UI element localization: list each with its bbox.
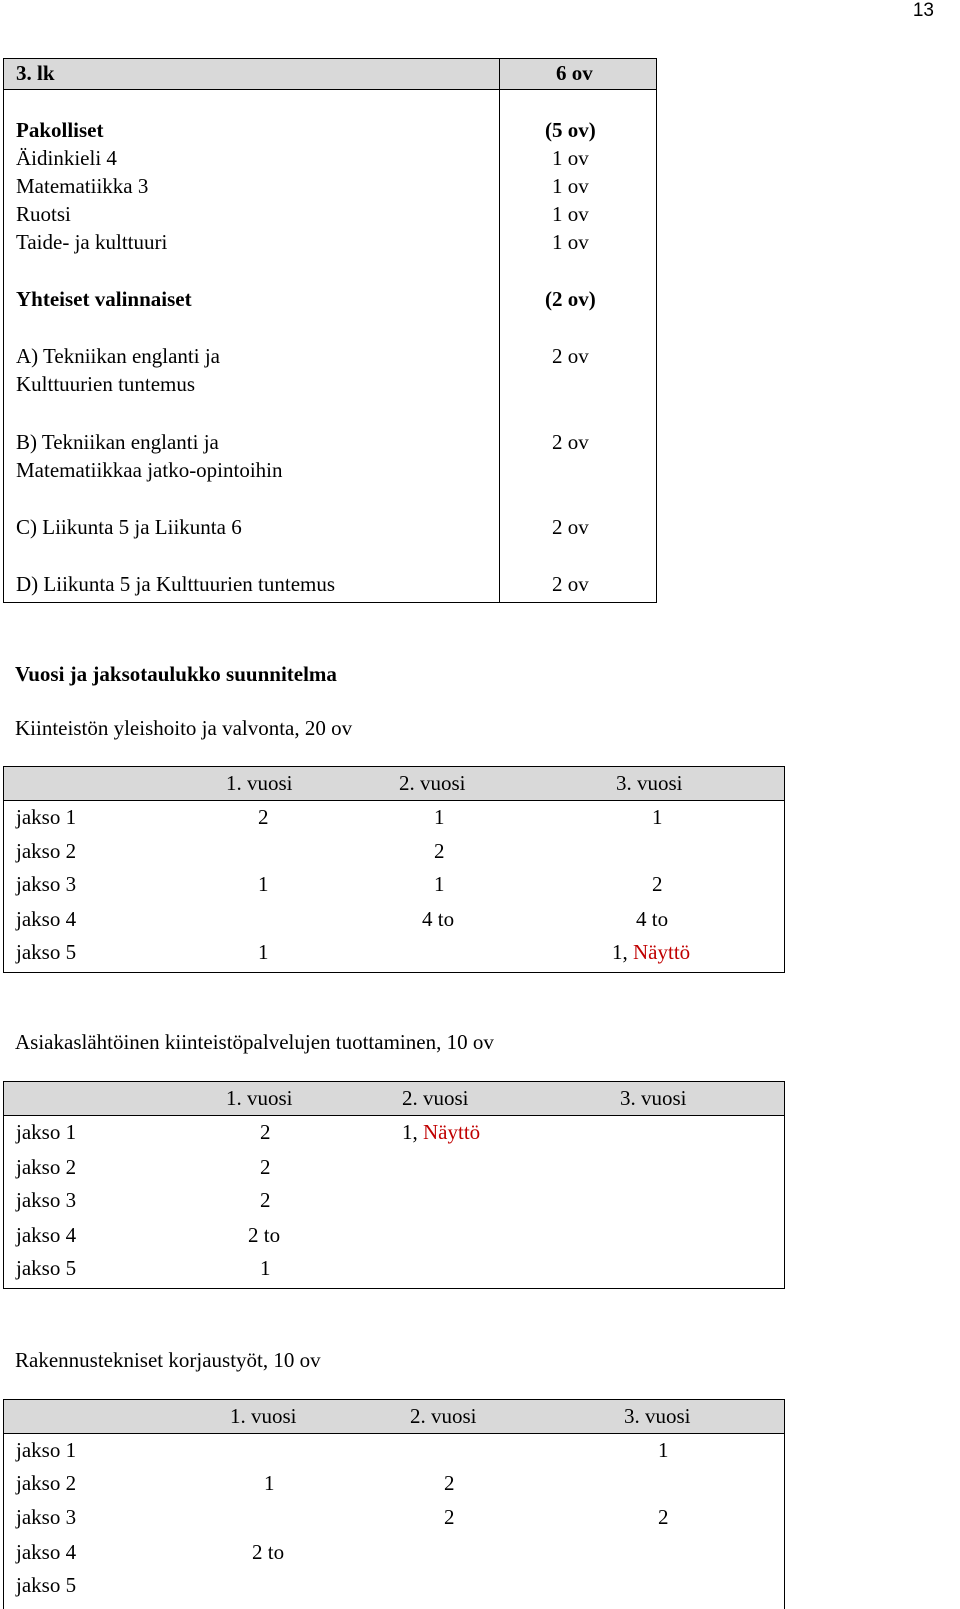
cell-y1: 1 <box>258 872 269 896</box>
row-label: jakso 3 <box>16 1505 77 1529</box>
header-year-2: 2. vuosi <box>410 1404 477 1428</box>
plan-title: Vuosi ja jaksotaulukko suunnitelma <box>15 662 337 686</box>
cell-y1: 1 <box>260 1256 271 1280</box>
demonstration-label: Näyttö <box>633 940 691 964</box>
column-divider <box>499 59 500 602</box>
cell-y1: 2 to <box>248 1223 281 1247</box>
cell-y2: 2 <box>434 839 445 863</box>
cell-y3 <box>612 936 690 969</box>
cell-y2: 4 to <box>422 907 455 931</box>
row-label: Ruotsi <box>16 202 71 226</box>
row-label: jakso 5 <box>16 940 77 964</box>
grade-label: 3. lk <box>16 61 55 85</box>
cell-y3: 2 <box>658 1505 669 1529</box>
row-value: 1 ov <box>552 174 589 198</box>
cell-y3: 4 to <box>636 907 669 931</box>
row-label: A) Tekniikan englanti ja <box>16 344 221 368</box>
cell-y2: 1 <box>434 872 445 896</box>
page-number: 13 <box>912 0 934 21</box>
cell-y3: 1 <box>658 1438 669 1462</box>
row-label: jakso 1 <box>16 1120 77 1144</box>
row-label: Äidinkieli 4 <box>16 146 117 170</box>
demonstration-label: Näyttö <box>423 1120 481 1144</box>
cell-y1: 2 <box>258 805 269 829</box>
cell-value: 1, <box>612 940 633 964</box>
row-label: jakso 1 <box>16 1438 77 1462</box>
cell-y1: 2 <box>260 1155 271 1179</box>
header-year-1: 1. vuosi <box>226 1086 293 1110</box>
row-label: C) Liikunta 5 ja Liikunta 6 <box>16 515 242 539</box>
header-year-1: 1. vuosi <box>230 1404 297 1428</box>
row-label: Matematiikka 3 <box>16 174 149 198</box>
schedule-table <box>3 766 785 973</box>
header-year-1: 1. vuosi <box>226 771 293 795</box>
cell-y3: 2 <box>652 872 663 896</box>
row-label: jakso 3 <box>16 872 77 896</box>
cell-y2: 2 <box>444 1505 455 1529</box>
row-label: Pakolliset <box>16 118 104 142</box>
cell-y1: 2 to <box>252 1540 285 1564</box>
row-value: 2 ov <box>552 572 589 596</box>
table-title: Kiinteistön yleishoito ja valvonta, 20 ov <box>15 716 353 740</box>
header-year-2: 2. vuosi <box>402 1086 469 1110</box>
total-credits: 6 ov <box>556 61 593 85</box>
row-value: 2 ov <box>552 430 589 454</box>
row-label: jakso 2 <box>16 1155 77 1179</box>
row-value: (5 ov) <box>545 118 596 142</box>
cell-y2: 1 <box>434 805 445 829</box>
row-label: jakso 2 <box>16 1471 77 1495</box>
header-year-3: 3. vuosi <box>620 1086 687 1110</box>
row-label: jakso 4 <box>16 1540 77 1564</box>
row-value: (2 ov) <box>545 287 596 311</box>
row-value: 2 ov <box>552 344 589 368</box>
header-year-3: 3. vuosi <box>616 771 683 795</box>
cell-y3: 1 <box>652 805 663 829</box>
row-label: jakso 4 <box>16 907 77 931</box>
cell-y2 <box>402 1116 480 1149</box>
cell-y1: 2 <box>260 1188 271 1212</box>
row-value: 1 ov <box>552 202 589 226</box>
row-label: jakso 2 <box>16 839 77 863</box>
row-label: B) Tekniikan englanti ja <box>16 430 219 454</box>
cell-y1: 1 <box>264 1471 275 1495</box>
course-table <box>3 58 657 603</box>
row-label: jakso 5 <box>16 1256 77 1280</box>
row-label: jakso 3 <box>16 1188 77 1212</box>
row-label: jakso 5 <box>16 1573 77 1597</box>
cell-value: 1, <box>402 1120 423 1144</box>
cell-y1: 1 <box>258 940 269 964</box>
row-label: D) Liikunta 5 ja Kulttuurien tuntemus <box>16 572 336 596</box>
row-value: 2 ov <box>552 515 589 539</box>
header-year-2: 2. vuosi <box>399 771 466 795</box>
row-label: Matematiikkaa jatko-opintoihin <box>16 458 283 482</box>
row-label: jakso 4 <box>16 1223 77 1247</box>
cell-y1: 2 <box>260 1120 271 1144</box>
row-value: 1 ov <box>552 146 589 170</box>
row-label: Yhteiset valinnaiset <box>16 287 192 311</box>
row-label: Taide- ja kulttuuri <box>16 230 168 254</box>
row-label: Kulttuurien tuntemus <box>16 372 196 396</box>
row-label: jakso 1 <box>16 805 77 829</box>
schedule-table <box>3 1399 785 1609</box>
header-year-3: 3. vuosi <box>624 1404 691 1428</box>
table-title: Asiakaslähtöinen kiinteistöpalvelujen tuottaminen, 10 ov <box>15 1030 494 1054</box>
row-value: 1 ov <box>552 230 589 254</box>
cell-y2: 2 <box>444 1471 455 1495</box>
schedule-table <box>3 1081 785 1289</box>
table-title: Rakennustekniset korjaustyöt, 10 ov <box>15 1348 321 1372</box>
